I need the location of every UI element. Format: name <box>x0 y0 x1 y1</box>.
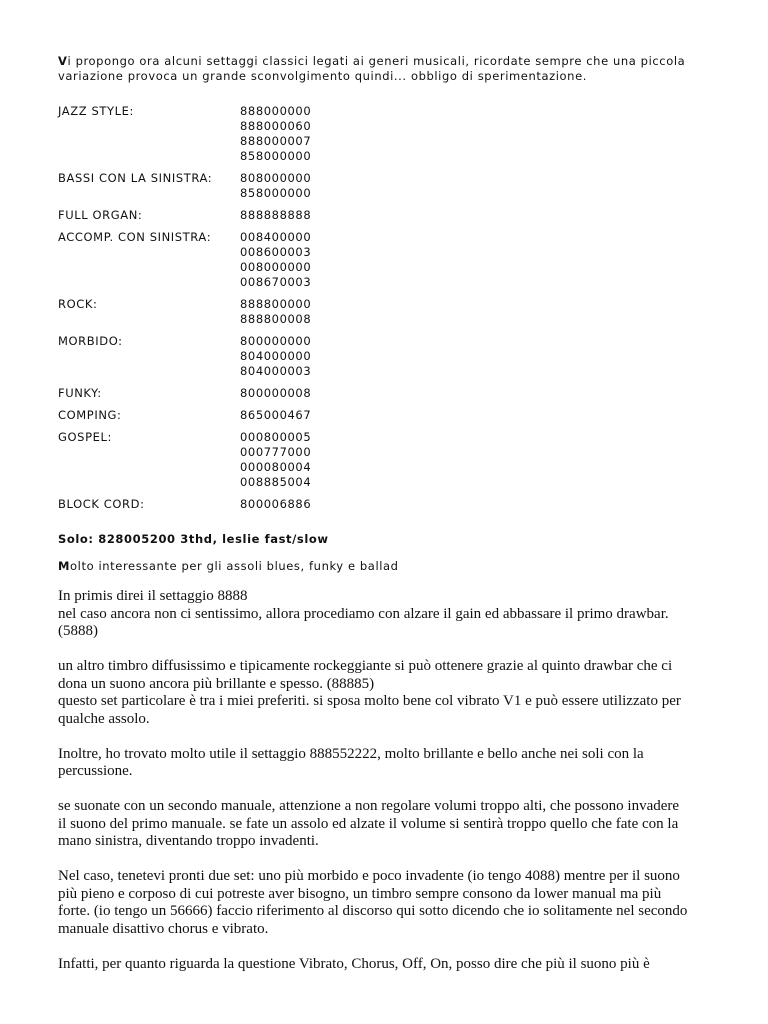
setting-label: FULL ORGAN: <box>58 208 143 222</box>
setting-label: COMPING: <box>58 408 122 422</box>
setting-codes <box>240 104 311 171</box>
setting-codes <box>240 208 311 230</box>
molto-first-letter: M <box>58 559 71 573</box>
paragraph-line: dona un suono ancora più brillante e spesso. (88885) <box>58 675 375 692</box>
settings-row <box>58 297 311 334</box>
setting-code: 008000000 <box>240 260 312 274</box>
setting-label: BLOCK CORD: <box>58 497 145 511</box>
setting-code: 800006886 <box>240 497 312 511</box>
setting-code: 000777000 <box>240 445 312 459</box>
setting-label: JAZZ STYLE: <box>58 104 134 118</box>
paragraph-line: qualche assolo. <box>58 710 150 727</box>
paragraph-line: Infatti, per quanto riguarda la questione Vibrato, Chorus, Off, On, posso dire che più il suono più è <box>58 955 650 972</box>
setting-label: FUNKY: <box>58 386 102 400</box>
body-paragraph <box>58 588 718 641</box>
setting-label: MORBIDO: <box>58 334 123 348</box>
paragraph-line: percussione. <box>58 763 133 779</box>
setting-codes <box>240 230 311 297</box>
setting-code: 888888888 <box>240 208 312 222</box>
setting-code: 888000060 <box>240 119 312 133</box>
paragraph-line: questo set particolare è tra i miei preferiti. si sposa molto bene col vibrato V1 e può essere utilizzato per <box>58 693 681 709</box>
paragraph-line: il suono del primo manuale. se fate un assolo ed alzate il volume si sentirà troppo quello che fate con la <box>58 815 679 832</box>
setting-code: 858000000 <box>240 149 312 163</box>
setting-code: 000800005 <box>240 430 312 444</box>
setting-codes <box>240 408 311 430</box>
intro-text: i propongo ora alcuni settaggi classici legati ai generi musicali, ricordate sempre che una piccola variazione provoca un grande sconvolgimento quindi... obbligo di sperimentazione. <box>58 54 686 83</box>
setting-code: 865000467 <box>240 408 312 422</box>
paragraph-line: nel caso ancora non ci sentissimo, allora procediamo con alzare il gain ed abbassare il primo drawbar. <box>58 605 669 622</box>
setting-code: 008670003 <box>240 275 312 289</box>
body-paragraph <box>58 798 718 851</box>
solo-line: Solo: 828005200 3thd, leslie fast/slow <box>58 532 329 546</box>
paragraph-line: forte. (io tengo un 56666) faccio riferimento al discorso qui sotto dicendo che io solitamente nel secondo <box>58 903 688 919</box>
document-page <box>58 54 718 973</box>
setting-label: BASSI CON LA SINISTRA: <box>58 171 213 185</box>
setting-code: 888000000 <box>240 104 312 118</box>
settings-row <box>58 208 311 230</box>
settings-row <box>58 334 311 386</box>
setting-code: 804000003 <box>240 364 312 378</box>
setting-code: 808000000 <box>240 171 312 185</box>
setting-codes <box>240 171 311 208</box>
setting-code: 800000000 <box>240 334 312 348</box>
paragraph-line: (5888) <box>58 623 98 639</box>
setting-code: 888000007 <box>240 134 312 148</box>
setting-code: 858000000 <box>240 186 312 200</box>
setting-code: 008400000 <box>240 230 312 244</box>
setting-codes <box>240 334 311 386</box>
setting-code: 000080004 <box>240 460 312 474</box>
paragraph-line: In primis direi il settaggio 8888 <box>58 588 248 604</box>
setting-label: ROCK: <box>58 297 98 311</box>
setting-codes <box>240 386 311 408</box>
intro-paragraph <box>58 54 718 84</box>
body-text <box>58 588 718 973</box>
paragraph-line: mano sinistra, diventando troppo invadenti. <box>58 833 319 849</box>
setting-label: ACCOMP. CON SINISTRA: <box>58 230 212 244</box>
paragraph-line: più pieno e corposo di cui potreste aver bisogno, un timbro sempre consono da lower manual ma più <box>58 885 662 902</box>
paragraph-line: Inoltre, ho trovato molto utile il settaggio 888552222, molto brillante e bello anche nei soli con la <box>58 745 644 762</box>
paragraph-line: Nel caso, tenetevi pronti due set: uno più morbido e poco invadente (io tengo 4088) mentre per il suono <box>58 868 680 884</box>
settings-row <box>58 386 311 408</box>
body-paragraph <box>58 956 718 974</box>
setting-codes <box>240 297 311 334</box>
setting-label: GOSPEL: <box>58 430 112 444</box>
body-paragraph <box>58 746 718 781</box>
settings-row <box>58 230 311 297</box>
setting-code: 008600003 <box>240 245 312 259</box>
settings-row <box>58 171 311 208</box>
setting-code: 800000008 <box>240 386 312 400</box>
intro-first-letter: V <box>58 54 68 68</box>
molto-line <box>58 559 718 574</box>
settings-table <box>58 104 311 519</box>
setting-code: 888800000 <box>240 297 312 311</box>
setting-codes <box>240 430 311 497</box>
setting-code: 804000000 <box>240 349 312 363</box>
body-paragraph <box>58 658 718 728</box>
settings-row <box>58 430 311 497</box>
setting-codes <box>240 497 311 519</box>
settings-row <box>58 497 311 519</box>
setting-code: 888800008 <box>240 312 312 326</box>
settings-row <box>58 104 311 171</box>
paragraph-line: un altro timbro diffusissimo e tipicamente rockeggiante si può ottenere grazie al quinto drawbar che ci <box>58 658 673 674</box>
paragraph-line: manuale disattivo chorus e vibrato. <box>58 920 269 937</box>
paragraph-line: se suonate con un secondo manuale, attenzione a non regolare volumi troppo alti, che possono invadere <box>58 798 680 814</box>
body-paragraph <box>58 868 718 938</box>
settings-row <box>58 408 311 430</box>
setting-code: 008885004 <box>240 475 312 489</box>
molto-text: olto interessante per gli assoli blues, funky e ballad <box>70 559 399 573</box>
